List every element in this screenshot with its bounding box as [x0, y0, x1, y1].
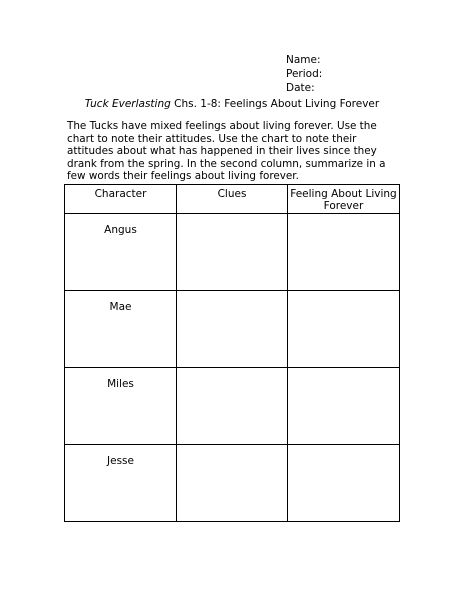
column-header-character: Character — [65, 185, 177, 214]
book-title: Tuck Everlasting — [84, 98, 171, 110]
feelings-chart — [64, 184, 400, 522]
character-cell-miles: Miles — [65, 368, 177, 445]
title-subtitle: Chs. 1-8: Feelings About Living Forever — [170, 98, 380, 110]
feeling-cell[interactable] — [288, 445, 400, 522]
date-label: Date: — [286, 82, 315, 94]
feeling-cell[interactable] — [288, 214, 400, 291]
student-info-block — [286, 53, 322, 95]
character-cell-angus: Angus — [65, 214, 177, 291]
instructions-paragraph: The Tucks have mixed feelings about living forever. Use the chart to note their attitudes. Use the chart to note their attitudes about what has happened in their lives since they drank from the spring. In the second column, summarize in a few words their feelings about living forever. — [67, 120, 386, 182]
period-label: Period: — [286, 68, 323, 80]
table-row — [65, 291, 400, 368]
column-header-clues: Clues — [177, 185, 288, 214]
character-cell-mae: Mae — [65, 291, 177, 368]
clues-cell[interactable] — [177, 291, 288, 368]
name-label: Name: — [286, 54, 321, 66]
table-row — [65, 368, 400, 445]
feeling-cell[interactable] — [288, 368, 400, 445]
clues-cell[interactable] — [177, 368, 288, 445]
clues-cell[interactable] — [177, 214, 288, 291]
clues-cell[interactable] — [177, 445, 288, 522]
table-row — [65, 214, 400, 291]
character-cell-jesse: Jesse — [65, 445, 177, 522]
worksheet-title — [0, 97, 464, 111]
column-header-feeling: Feeling About Living Forever — [288, 185, 400, 214]
feeling-cell[interactable] — [288, 291, 400, 368]
chart-header-row — [65, 185, 400, 214]
table-row — [65, 445, 400, 522]
